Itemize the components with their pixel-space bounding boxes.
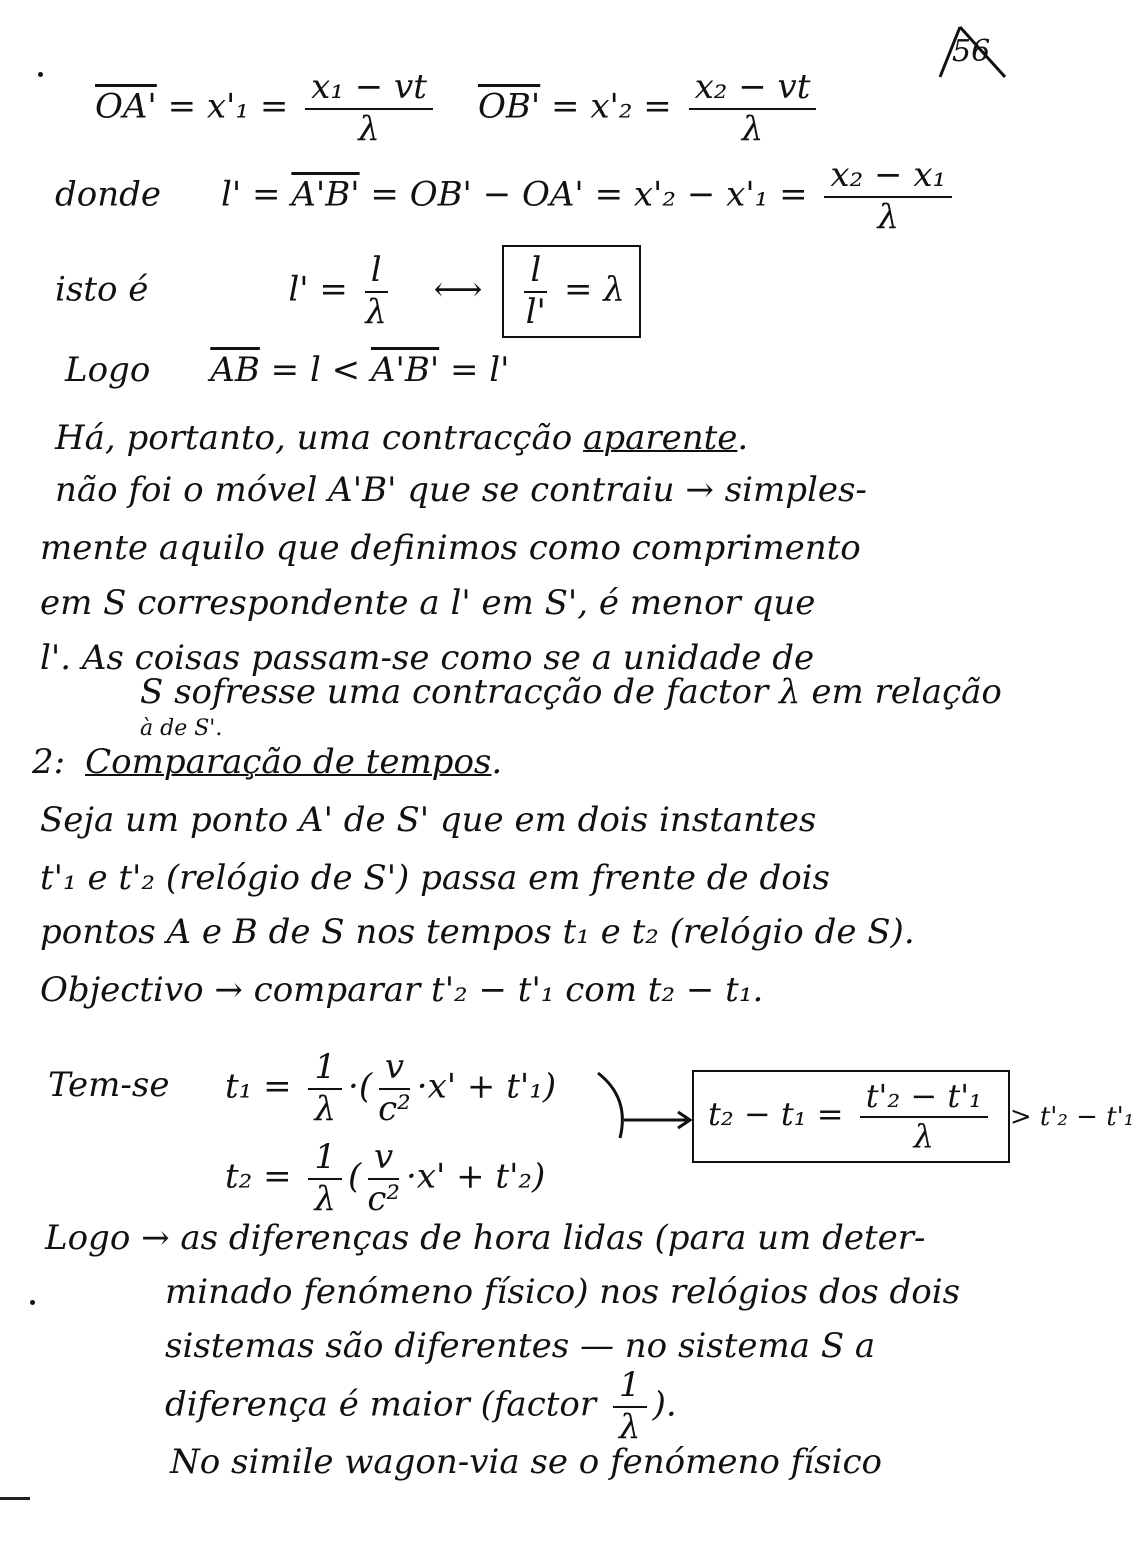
equation-result: [692, 1070, 1134, 1163]
text1-line6-note: à de S'.: [140, 716, 223, 741]
t2-factor-num: 1: [308, 1140, 342, 1180]
equation-oa: [95, 67, 439, 149]
isto-denominator: λ: [365, 291, 387, 332]
donde-fraction: [824, 155, 952, 237]
result-denominator: λ: [913, 1116, 934, 1155]
isto-numerator: l: [365, 253, 388, 293]
text1-line2: não foi o móvel A'B' que se contraiu → simples-: [55, 470, 867, 510]
oa-vector: OA': [95, 86, 157, 127]
text1-underlined-aparente: aparente: [583, 418, 738, 458]
oa-numerator: x₁ − vt: [305, 70, 433, 110]
oa-eq: = x'₁ =: [156, 86, 300, 127]
equation-logo: [65, 350, 510, 390]
t2-v-fraction: [367, 1137, 400, 1219]
text2-line1: Logo → as diferenças de hora lidas (para um deter-: [45, 1218, 926, 1258]
scan-speck: [38, 72, 43, 77]
ob-vector: OB': [478, 86, 541, 127]
box-denominator: l': [525, 291, 546, 332]
section2-title: Comparação de tempos: [85, 742, 492, 782]
result-numerator: t'₂ − t'₁: [860, 1080, 988, 1118]
text2-factor-den: λ: [618, 1406, 641, 1447]
result-fraction: [860, 1077, 988, 1155]
t2-factor-den: λ: [314, 1178, 336, 1219]
text1-line4: em S correspondente a l' em S', é menor que: [40, 583, 816, 623]
isto-word: isto é: [55, 269, 149, 310]
box-numerator: l: [524, 253, 547, 293]
t1-v-fraction: [378, 1047, 411, 1129]
text1-line5: l'. As coisas passam-se como se a unidade de: [40, 638, 815, 678]
text1-line6: S sofresse uma contracção de factor λ em relação: [140, 672, 1002, 712]
donde-numerator: x₂ − x₁: [824, 158, 952, 198]
oa-fraction: [305, 67, 433, 149]
isto-fraction: [365, 250, 388, 332]
section2-line3: pontos A e B de S nos tempos t₁ e t₂ (relógio de S).: [40, 912, 915, 952]
text1-line1-a: Há, portanto, uma contracção: [55, 418, 584, 458]
t1-open: ·(: [348, 1066, 373, 1107]
text2-line4: [165, 1365, 677, 1447]
text2-line4-a: diferença é maior (factor: [165, 1384, 607, 1425]
boxed-result-lambda: [502, 245, 641, 338]
ob-numerator: x₂ − vt: [689, 70, 817, 110]
section2-number: 2:: [32, 742, 66, 782]
box-fraction: [524, 250, 547, 332]
text2-line4-b: ).: [652, 1384, 677, 1425]
t2-open: (: [348, 1156, 362, 1197]
t1-tail: ·x' + t'₁): [416, 1066, 557, 1107]
t1-v-num: v: [379, 1050, 410, 1090]
t2-v-den: c²: [367, 1178, 400, 1219]
t1-factor-num: 1: [308, 1050, 342, 1090]
equation-t2: [225, 1137, 546, 1219]
text2-line2: minado fenómeno físico) nos relógios dos dois: [165, 1272, 961, 1312]
equation-t1: [225, 1047, 557, 1129]
scan-edge-mark: [0, 1497, 30, 1500]
text2-line3: sistemas são diferentes — no sistema S a: [165, 1326, 876, 1366]
result-lhs: t₂ − t₁ =: [708, 1095, 854, 1134]
section2-line2: t'₁ e t'₂ (relógio de S') passa em frente de dois: [40, 858, 831, 898]
text1-line1-b: .: [737, 418, 749, 458]
donde-l: l' =: [221, 174, 292, 215]
ob-fraction: [689, 67, 817, 149]
donde-mid: = OB' − OA' = x'₂ − x'₁ =: [359, 174, 819, 215]
t2-tail: ·x' + t'₂): [405, 1156, 546, 1197]
t2-factor: [308, 1137, 342, 1219]
page-number-text: 56: [952, 34, 991, 69]
scan-speck: [30, 1300, 35, 1305]
donde-denominator: λ: [877, 196, 900, 237]
equation-isto: [55, 245, 641, 338]
isto-lhs: l' =: [288, 269, 359, 310]
logo-ab: $\overline{AB}$: [210, 350, 260, 390]
result-inequality: > t'₂ − t'₁: [1009, 1102, 1134, 1133]
ob-eq: = x'₂ =: [540, 86, 683, 127]
section2-heading: 2: Comparação de tempos.: [32, 742, 503, 782]
t1-lhs: t₁ =: [225, 1066, 303, 1107]
text1-line1: [55, 418, 748, 458]
logo-mid: = l <: [259, 350, 371, 390]
t2-lhs: t₂ =: [225, 1156, 303, 1197]
t1-factor: [308, 1047, 342, 1129]
text2-line5: No simile wagon-via se o fenómeno físico: [170, 1442, 882, 1482]
t1-v-den: c²: [378, 1088, 411, 1129]
page-number: [930, 22, 1010, 82]
section2-line1: Seja um ponto A' de S' que em dois instantes: [40, 800, 817, 840]
logo-end: = l': [439, 350, 510, 390]
oa-denominator: λ: [358, 108, 380, 149]
section2-line4: Objectivo → comparar t'₂ − t'₁ com t₂ − t₁.: [40, 970, 764, 1010]
logo-apbp: A'B': [370, 350, 440, 390]
t1-factor-den: λ: [314, 1088, 336, 1129]
text2-factor-num: 1: [613, 1368, 647, 1408]
double-arrow-icon: ⟷: [433, 269, 483, 310]
ob-denominator: λ: [741, 108, 764, 149]
equation-donde: [55, 155, 958, 237]
donde-ab: A'B': [291, 174, 360, 215]
tem-se-word: Tem-se: [48, 1065, 170, 1105]
text1-line3: mente aquilo que definimos como comprimento: [40, 528, 861, 568]
text2-factor-fraction: [613, 1365, 647, 1447]
box-rhs: = λ: [553, 269, 625, 310]
equation-ob: [478, 67, 822, 149]
brace-arrow-icon: [590, 1068, 700, 1148]
boxed-time-result: [692, 1070, 1010, 1163]
donde-word: donde: [55, 174, 162, 215]
logo-word: Logo: [65, 350, 151, 390]
t2-v-num: v: [368, 1140, 399, 1180]
